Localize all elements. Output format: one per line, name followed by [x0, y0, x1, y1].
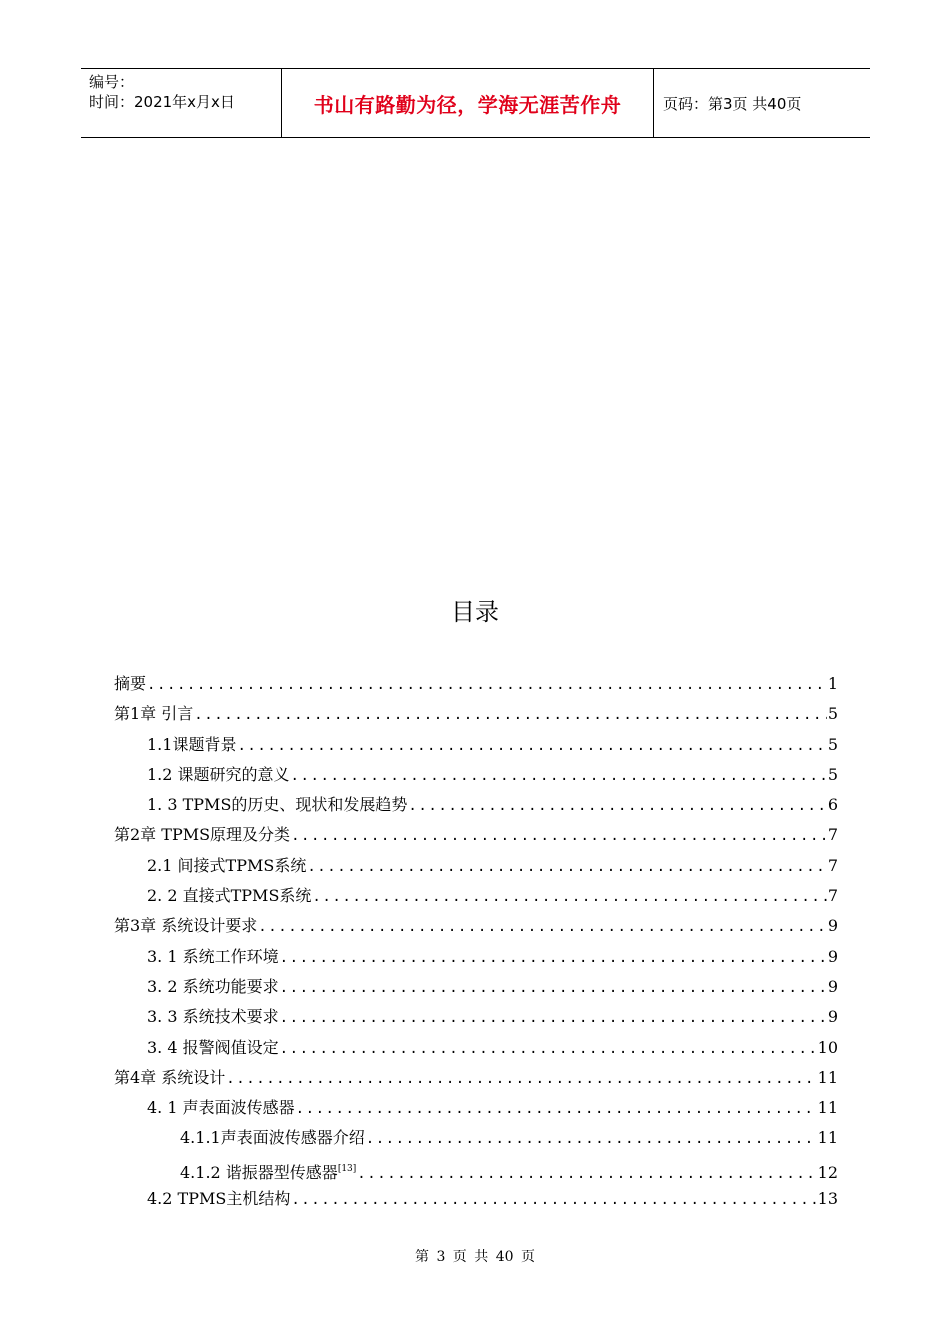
toc-entry-page: 5 [827, 734, 838, 754]
toc-entry-label: 第4章 系统设计 [114, 1067, 226, 1087]
toc-leader-dots [258, 912, 827, 942]
toc-leader-dots [237, 731, 826, 761]
toc-entry-page: 11 [817, 1067, 838, 1087]
toc-entry-page: 11 [817, 1098, 838, 1118]
toc-entry-label: 2. 2 直接式TPMS系统 [147, 886, 312, 906]
document-number-label: 编号： [89, 73, 135, 91]
toc-entry-label: 4.1.2 谐振器型传感器 [180, 1162, 338, 1182]
toc-entry-label: 4.1.1声表面波传感器介绍 [180, 1128, 365, 1148]
toc-entry-page: 7 [827, 886, 838, 906]
toc-entry-label: 3. 4 报警阀值设定 [147, 1037, 279, 1057]
header-motto-cell [282, 69, 654, 137]
toc-entry[interactable] [114, 881, 838, 911]
page-header [81, 68, 870, 138]
toc-entry-label: 第1章 引言 [114, 704, 194, 724]
toc-entry-page: 9 [827, 1007, 838, 1027]
toc-entry[interactable] [114, 760, 838, 790]
toc-leader-dots [280, 1034, 817, 1064]
toc-entry[interactable] [114, 669, 838, 699]
toc-entry-label: 摘要 [114, 674, 147, 693]
toc-entry[interactable] [114, 1123, 838, 1153]
toc-entry[interactable] [114, 1033, 838, 1063]
toc-entry-label: 1.1课题背景 [147, 734, 237, 754]
toc-entry-page: 11 [817, 1128, 838, 1148]
toc-entry-label: 2.1 间接式TPMS系统 [147, 855, 307, 875]
toc-leader-dots [307, 852, 826, 882]
toc-entry-page: 9 [827, 946, 838, 966]
toc-entry-page: 7 [827, 855, 838, 875]
toc-entry-label: 4. 1 声表面波传感器 [147, 1098, 295, 1118]
toc-entry[interactable] [114, 699, 838, 729]
header-motto: 书山有路勤为径，学海无涯苦作舟 [313, 92, 622, 117]
toc-leader-dots [280, 1003, 827, 1033]
table-of-contents [114, 669, 838, 1214]
toc-entry-page: 12 [817, 1162, 838, 1182]
toc-entry-page: 5 [827, 764, 838, 784]
toc-entry[interactable] [114, 820, 838, 850]
header-meta [81, 69, 282, 137]
toc-entry-page: 13 [817, 1189, 838, 1209]
toc-entry-label: 第3章 系统设计要求 [114, 916, 258, 936]
toc-title: 目录 [451, 598, 499, 626]
toc-entry-label: 3. 1 系统工作环境 [147, 946, 279, 966]
toc-entry-label: 3. 2 系统功能要求 [147, 976, 279, 996]
toc-leader-dots [280, 973, 827, 1003]
header-page-label: 页码：第3页 共40页 [663, 94, 802, 113]
toc-entry-page: 10 [817, 1037, 838, 1057]
toc-leader-dots [408, 791, 826, 821]
toc-leader-dots [312, 882, 826, 912]
toc-leader-dots [291, 1185, 816, 1215]
toc-entry[interactable] [114, 790, 838, 820]
toc-entry[interactable] [114, 730, 838, 760]
header-page-cell [654, 69, 870, 137]
toc-entry-page: 9 [827, 916, 838, 936]
toc-entry-page: 1 [827, 674, 838, 693]
toc-entry-label: 4.2 TPMS主机结构 [147, 1189, 291, 1209]
toc-entry[interactable] [114, 1063, 838, 1093]
toc-entry-page: 7 [827, 825, 838, 845]
toc-leader-dots [147, 670, 827, 700]
toc-entry-label: 3. 3 系统技术要求 [147, 1007, 279, 1027]
toc-leader-dots [291, 821, 827, 851]
toc-entry[interactable] [114, 1002, 838, 1032]
toc-leader-dots [296, 1094, 817, 1124]
toc-entry-page: 6 [827, 795, 838, 815]
toc-leader-dots [366, 1124, 817, 1154]
toc-entry-label: 1. 3 TPMS的历史、现状和发展趋势 [147, 795, 408, 815]
toc-entry-label: 第2章 TPMS原理及分类 [114, 825, 291, 845]
toc-entry[interactable] [114, 1093, 838, 1123]
toc-entry-page: 9 [827, 976, 838, 996]
toc-leader-dots [291, 761, 827, 791]
toc-entry-label: 1.2 课题研究的意义 [147, 764, 290, 784]
toc-entry-page: 5 [827, 704, 838, 724]
toc-entry[interactable] [114, 972, 838, 1002]
toc-leader-dots [280, 943, 827, 973]
page-footer: 第 3 页 共 40 页 [415, 1249, 535, 1265]
toc-entry[interactable] [114, 1154, 838, 1184]
toc-entry[interactable] [114, 1184, 838, 1214]
toc-leader-dots [194, 700, 827, 730]
toc-entry[interactable] [114, 911, 838, 941]
toc-leader-dots [226, 1064, 816, 1094]
toc-entry-label-wrap [180, 1154, 356, 1188]
citation-reference: [13] [337, 1163, 357, 1174]
toc-entry[interactable] [114, 942, 838, 972]
toc-entry[interactable] [114, 851, 838, 881]
document-time-label: 时间：2021年x月x日 [89, 93, 235, 111]
